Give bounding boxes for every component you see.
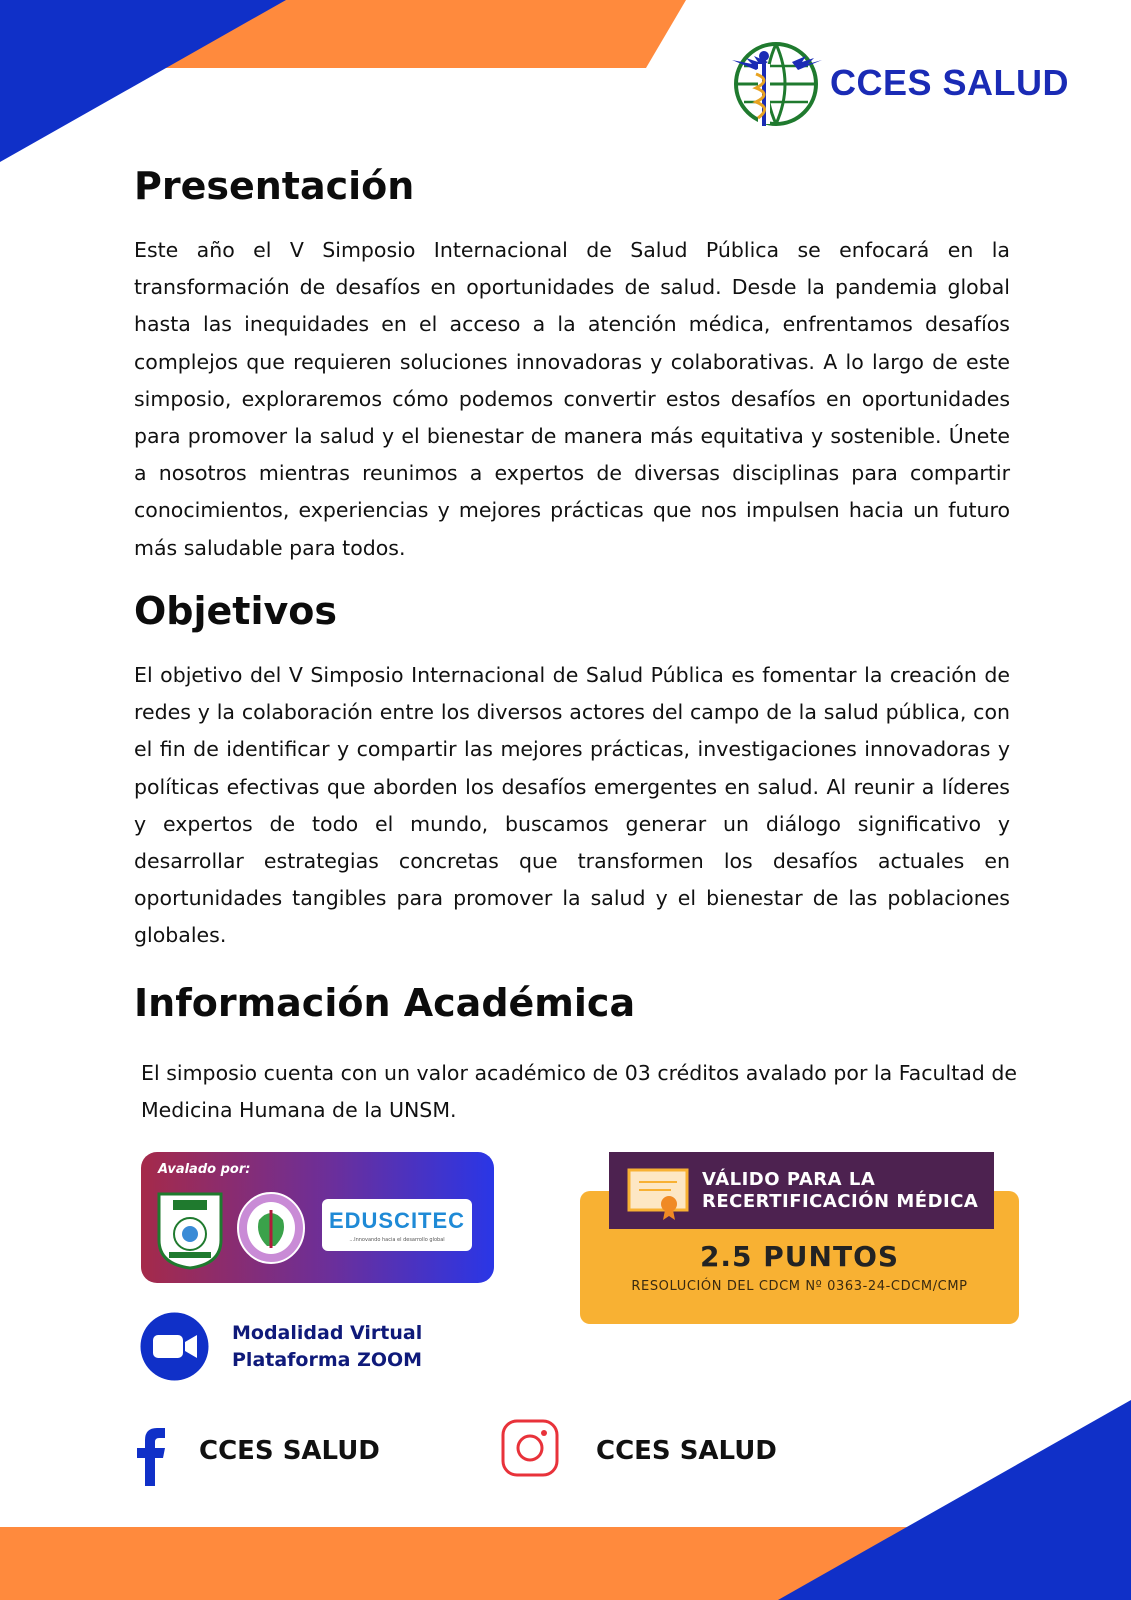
certificate-icon bbox=[625, 1164, 691, 1220]
eduscitec-tagline: ...Innovando hacia el desarrollo global bbox=[349, 1237, 445, 1243]
caduceus-globe-icon bbox=[728, 34, 828, 134]
facebook-icon[interactable] bbox=[136, 1426, 166, 1486]
section-body-presentacion: Este año el V Simposio Internacional de Salud Pública se enfocará en la transformación de desafíos en oportunidades de salud. Desde la pandemia global hasta las inequidades en el acceso a la atención médica, enfrentamos desafíos complejos que requieren soluciones innovadoras y colaborativas. A lo largo de este simposio, exploraremos cómo podemos convertir estos desafíos en oportunidades para promover la salud y el bienestar de manera más equitativa y sostenible. Únete a nosotros mientras reunimos a expertos de diversas disciplinas para compartir conocimientos, experiencias y mejores prácticas que nos impulsen hacia un futuro más saludable para todos. bbox=[134, 238, 1010, 560]
instagram-icon[interactable] bbox=[500, 1418, 560, 1478]
certification-title-line2: RECERTIFICACIÓN MÉDICA bbox=[702, 1191, 979, 1212]
section-title-objetivos: Objetivos bbox=[134, 589, 337, 633]
modality-line2: Plataforma ZOOM bbox=[232, 1349, 423, 1371]
endorsement-label: Avalado por: bbox=[158, 1162, 251, 1177]
certification-points: 2.5 PUNTOS bbox=[699, 1240, 900, 1273]
unsm-seal-icon bbox=[155, 1190, 225, 1270]
section-title-presentacion: Presentación bbox=[134, 164, 415, 208]
modality-text bbox=[232, 1320, 422, 1374]
section-title-academica: Información Académica bbox=[134, 981, 636, 1025]
medicina-humana-seal-icon bbox=[235, 1190, 307, 1266]
modality-line1: Modalidad Virtual bbox=[232, 1322, 423, 1344]
facebook-label[interactable]: CCES SALUD bbox=[199, 1436, 380, 1466]
eduscitec-name: EDUSCITEC bbox=[328, 1208, 466, 1233]
section-body-objetivos: El objetivo del V Simposio Internacional de Salud Pública es fomentar la creación de redes y la colaboración entre los diversos actores del campo de la salud pública, con el fin de identificar y compartir las mejores prácticas, investigaciones innovadoras y políticas efectivas que aborden los desafíos emergentes en salud. Al reunir a líderes y expertos de todo el mundo, buscamos generar un diálogo significativo y desarrollar estrategias concretas que transformen los desafíos actuales en oportunidades tangibles para promover la salud y el bienestar de las poblaciones globales. bbox=[134, 663, 1010, 948]
certification-title-line1: VÁLIDO PARA LA bbox=[702, 1169, 876, 1190]
certification-title bbox=[702, 1169, 978, 1213]
eduscitec-logo bbox=[322, 1199, 472, 1251]
brand-name: CCES SALUD bbox=[830, 62, 1070, 103]
instagram-label[interactable]: CCES SALUD bbox=[596, 1436, 777, 1466]
section-body-academica: El simposio cuenta con un valor académico de 03 créditos avalado por la Facultad de Medicina Humana de la UNSM. bbox=[141, 1061, 1017, 1123]
brand-logo bbox=[728, 34, 1088, 134]
video-camera-icon bbox=[140, 1312, 209, 1381]
certification-resolution: RESOLUCIÓN DEL CDCM Nº 0363-24-CDCM/CMP bbox=[631, 1279, 968, 1294]
certification-banner bbox=[609, 1152, 994, 1229]
endorsement-card bbox=[141, 1152, 494, 1283]
